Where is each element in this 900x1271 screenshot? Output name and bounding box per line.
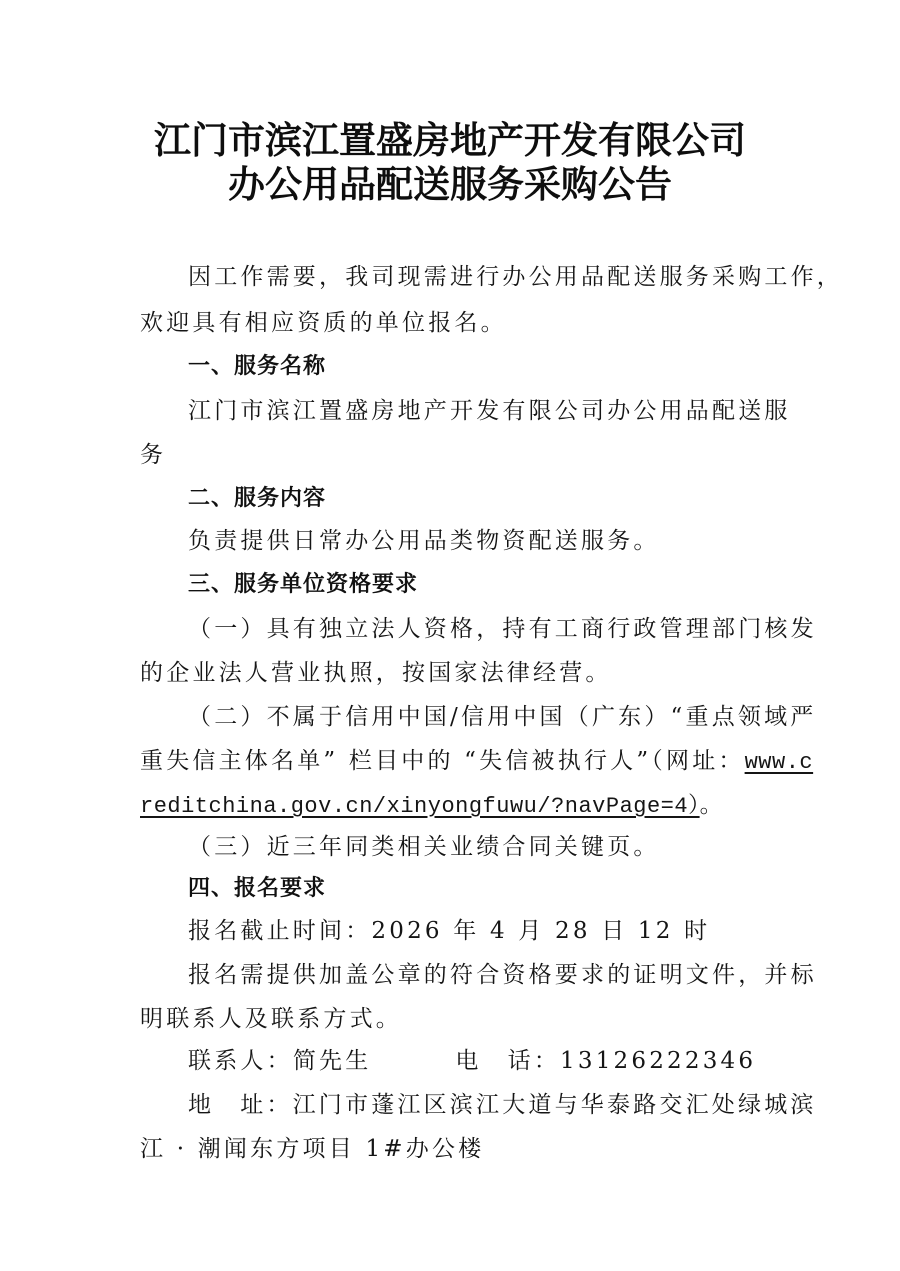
contact-name: 简先生 xyxy=(292,1048,372,1074)
document-title-line-1: 江门市滨江置盛房地产开发有限公司 xyxy=(154,118,746,162)
qualification-item-2-line-2 xyxy=(140,746,813,778)
address-line-2: 江 · 潮闻东方项目 1#办公楼 xyxy=(140,1136,485,1162)
service-name-line-2: 务 xyxy=(140,442,167,468)
qualification-item-2-text: 重失信主体名单” 栏目中的 “失信被执行人”（网址： xyxy=(140,748,745,774)
qualification-item-2-tail: 。 xyxy=(699,792,726,818)
qualification-item-1-line-2: 的企业法人营业执照，按国家法律经营。 xyxy=(140,660,612,686)
intro-paragraph-line-1: 因工作需要，我司现需进行办公用品配送服务采购工作， xyxy=(188,264,843,290)
section-heading-service-name: 一、服务名称 xyxy=(188,354,327,379)
phone-label-char-2: 话： xyxy=(507,1048,561,1074)
section-heading-registration: 四、报名要求 xyxy=(188,876,327,901)
deadline-value: 2026 年 4 月 28 日 12 时 xyxy=(371,918,711,944)
contact-line xyxy=(188,1046,756,1076)
address-value-1: 江门市蓬江区滨江大道与华泰路交汇处绿城滨 xyxy=(292,1092,817,1118)
phone-value: 13126222346 xyxy=(560,1048,757,1074)
registration-deadline xyxy=(188,916,710,946)
phone-label-char-1: 电 xyxy=(455,1048,482,1074)
document-title-line-2: 办公用品配送服务采购公告 xyxy=(228,162,672,206)
address-line-1 xyxy=(188,1090,817,1120)
qualification-item-2-line-1: （二）不属于信用中国/信用中国（广东）“重点领域严 xyxy=(188,704,817,730)
address-label-char-1: 地 xyxy=(188,1092,215,1118)
registration-requirement-line-1: 报名需提供加盖公章的符合资格要求的证明文件，并标 xyxy=(188,962,817,988)
contact-label: 联系人： xyxy=(188,1048,293,1074)
qualification-item-2-line-3 xyxy=(140,790,726,822)
qualification-item-1-line-1: （一）具有独立法人资格，持有工商行政管理部门核发 xyxy=(188,616,817,642)
section-heading-qualification: 三、服务单位资格要求 xyxy=(188,572,419,597)
deadline-label: 报名截止时间： xyxy=(188,918,372,944)
creditchina-url-link-part-2[interactable]: reditchina.gov.cn/xinyongfuwu/?navPage=4） xyxy=(140,794,700,819)
registration-requirement-line-2: 明联系人及联系方式。 xyxy=(140,1006,402,1032)
section-heading-service-content: 二、服务内容 xyxy=(188,486,327,511)
intro-paragraph-line-2: 欢迎具有相应资质的单位报名。 xyxy=(140,310,507,336)
creditchina-url-link-part-1[interactable]: www.c xyxy=(744,750,814,775)
address-label-char-2: 址： xyxy=(240,1092,293,1118)
qualification-item-3: （三）近三年同类相关业绩合同关键页。 xyxy=(188,834,660,860)
service-content-text: 负责提供日常办公用品类物资配送服务。 xyxy=(188,528,660,554)
service-name-line-1: 江门市滨江置盛房地产开发有限公司办公用品配送服 xyxy=(188,398,791,424)
